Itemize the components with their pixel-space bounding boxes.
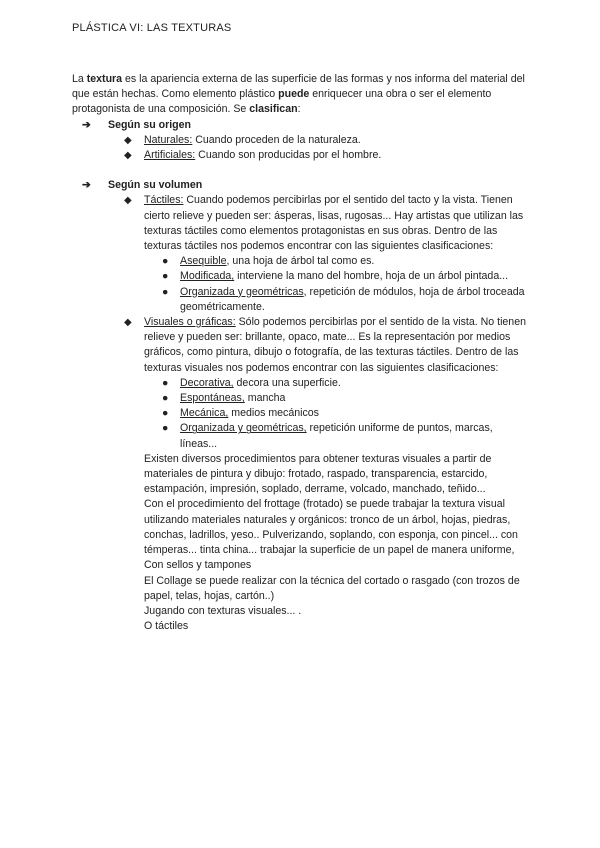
intro-paragraph [72,72,532,118]
sub-list-term: Organizada y geométricas, [180,422,307,435]
diamond-bullet-icon: ◆ [124,134,132,146]
arrow-icon: ➔ [82,118,91,131]
paragraph-tactiles: O táctiles [144,620,189,633]
arrow-icon: ➔ [82,179,91,192]
list-item-tactiles [124,193,532,254]
sub-list-term: Modificada, [180,270,235,283]
dot-bullet-icon: ● [162,392,169,405]
sub-list-term: Mecánica, [180,407,229,420]
paragraph-jugando: Jugando con texturas visuales... . [144,604,302,617]
sub-list-item: ● Modificada, interviene la mano del hombre, hoja de un árbol pintada... [162,269,532,284]
list-item [124,133,532,148]
intro-bold-puede: puede [278,88,310,101]
list-item-term: Táctiles: [144,194,184,207]
page-title: PLÁSTICA VI: LAS TEXTURAS [72,22,232,34]
list-item-term: Artificiales: [144,149,196,162]
sub-list-item: ● Asequible, una hoja de árbol tal como es. [162,254,532,269]
sub-list-item: ● Espontáneas, mancha [162,391,532,406]
list-item [124,148,532,163]
intro-text: enriquecer una obra o ser el elemento protagonista de una composición. Se [72,88,492,116]
heading-origen [82,118,532,133]
closing-paragraphs [144,452,532,634]
list-item-term: Visuales o gráficas: [144,316,236,329]
document-body [72,72,532,634]
diamond-bullet-icon: ◆ [124,150,132,162]
list-item-visuales [124,315,532,376]
sub-list-term: Espontáneas, [180,392,245,405]
list-item-text: Visuales o gráficas: Sólo podemos percibirlas por el sentido de la vista. No tienen relieve y pueden ser: brillante, opaco, mate... Es la representación por medios gráficos, como pintura, dibujo o fotografía, de las texturas táctiles. Dentro de las texturas visuales nos podemos encontrar con las siguientes clasificaciones: [144,316,526,374]
sub-list-item: ● Organizada y geométricas, repetición uniforme de puntos, marcas, líneas... [162,421,532,451]
intro-text: es la apariencia externa de las superficie de las formas y nos informa del material del que están hechas. Como elemento plástico [72,73,525,101]
dot-bullet-icon: ● [162,255,169,268]
spacer [72,163,532,178]
heading-volumen [82,178,532,193]
sub-list-item: ● Mecánica, medios mecánicos [162,406,532,421]
list-item-text: Naturales: Cuando proceden de la naturaleza. [144,133,361,146]
diamond-bullet-icon: ◆ [124,317,132,329]
dot-bullet-icon: ● [162,422,169,435]
paragraph-procedimientos: Existen diversos procedimientos para obtener texturas visuales a partir de materiales de pintura y dibujo: frotado, raspado, transparencia, estarcido, estampación, impresión, soplado, derrame, volcado, manchado, teñido... [144,452,492,496]
intro-bold-clasifican: clasifican [249,103,298,116]
dot-bullet-icon: ● [162,285,169,298]
sub-list-term: Asequible [180,255,227,268]
sub-list-item: ● Organizada y geométricas, repetición de módulos, hoja de árbol troceada geométricamente. [162,285,532,315]
dot-bullet-icon: ● [162,407,169,420]
heading-text: Según su origen [108,118,191,131]
paragraph-frottage: Con el procedimiento del frottage (frotado) se puede trabajar la textura visual utilizando materiales naturales y orgánicos: tronco de un árbol, hojas, piedras, conchas, ladrillos, yeso.. Pulverizando, soplando, con esponja, con pincel... con témperas... tinta china... trabajar la superficie de un papel de manera uniforme, Con sellos y tampones [144,498,518,572]
list-item-text: Artificiales: Cuando son producidas por el hombre. [144,149,382,162]
heading-text: Según su volumen [108,179,203,192]
sub-list-item: ● Decorativa, decora una superficie. [162,376,532,391]
paragraph-collage: El Collage se puede realizar con la técnica del cortado o rasgado (con trozos de papel, telas, hojas, cartón..) [144,574,520,602]
intro-bold-textura: textura [86,73,123,85]
diamond-bullet-icon: ◆ [124,195,132,207]
sub-list-term: Decorativa, [180,376,234,389]
dot-bullet-icon: ● [162,376,169,389]
dot-bullet-icon: ● [162,270,169,283]
intro-text: La [72,73,87,85]
sub-list-term: Organizada y geométricas [180,285,304,298]
list-item-text: Táctiles: Cuando podemos percibirlas por el sentido del tacto y la vista. Tienen cierto relieve y pueden ser: ásperas, lisas, rugosas... Hay artistas que utilizan las texturas táctiles como elementos protagonistas en sus obras. Dentro de las texturas táctiles nos podemos encontrar con las siguientes clasificaciones: [144,194,524,253]
list-item-term: Naturales: [144,133,193,146]
intro-text: : [297,103,301,116]
